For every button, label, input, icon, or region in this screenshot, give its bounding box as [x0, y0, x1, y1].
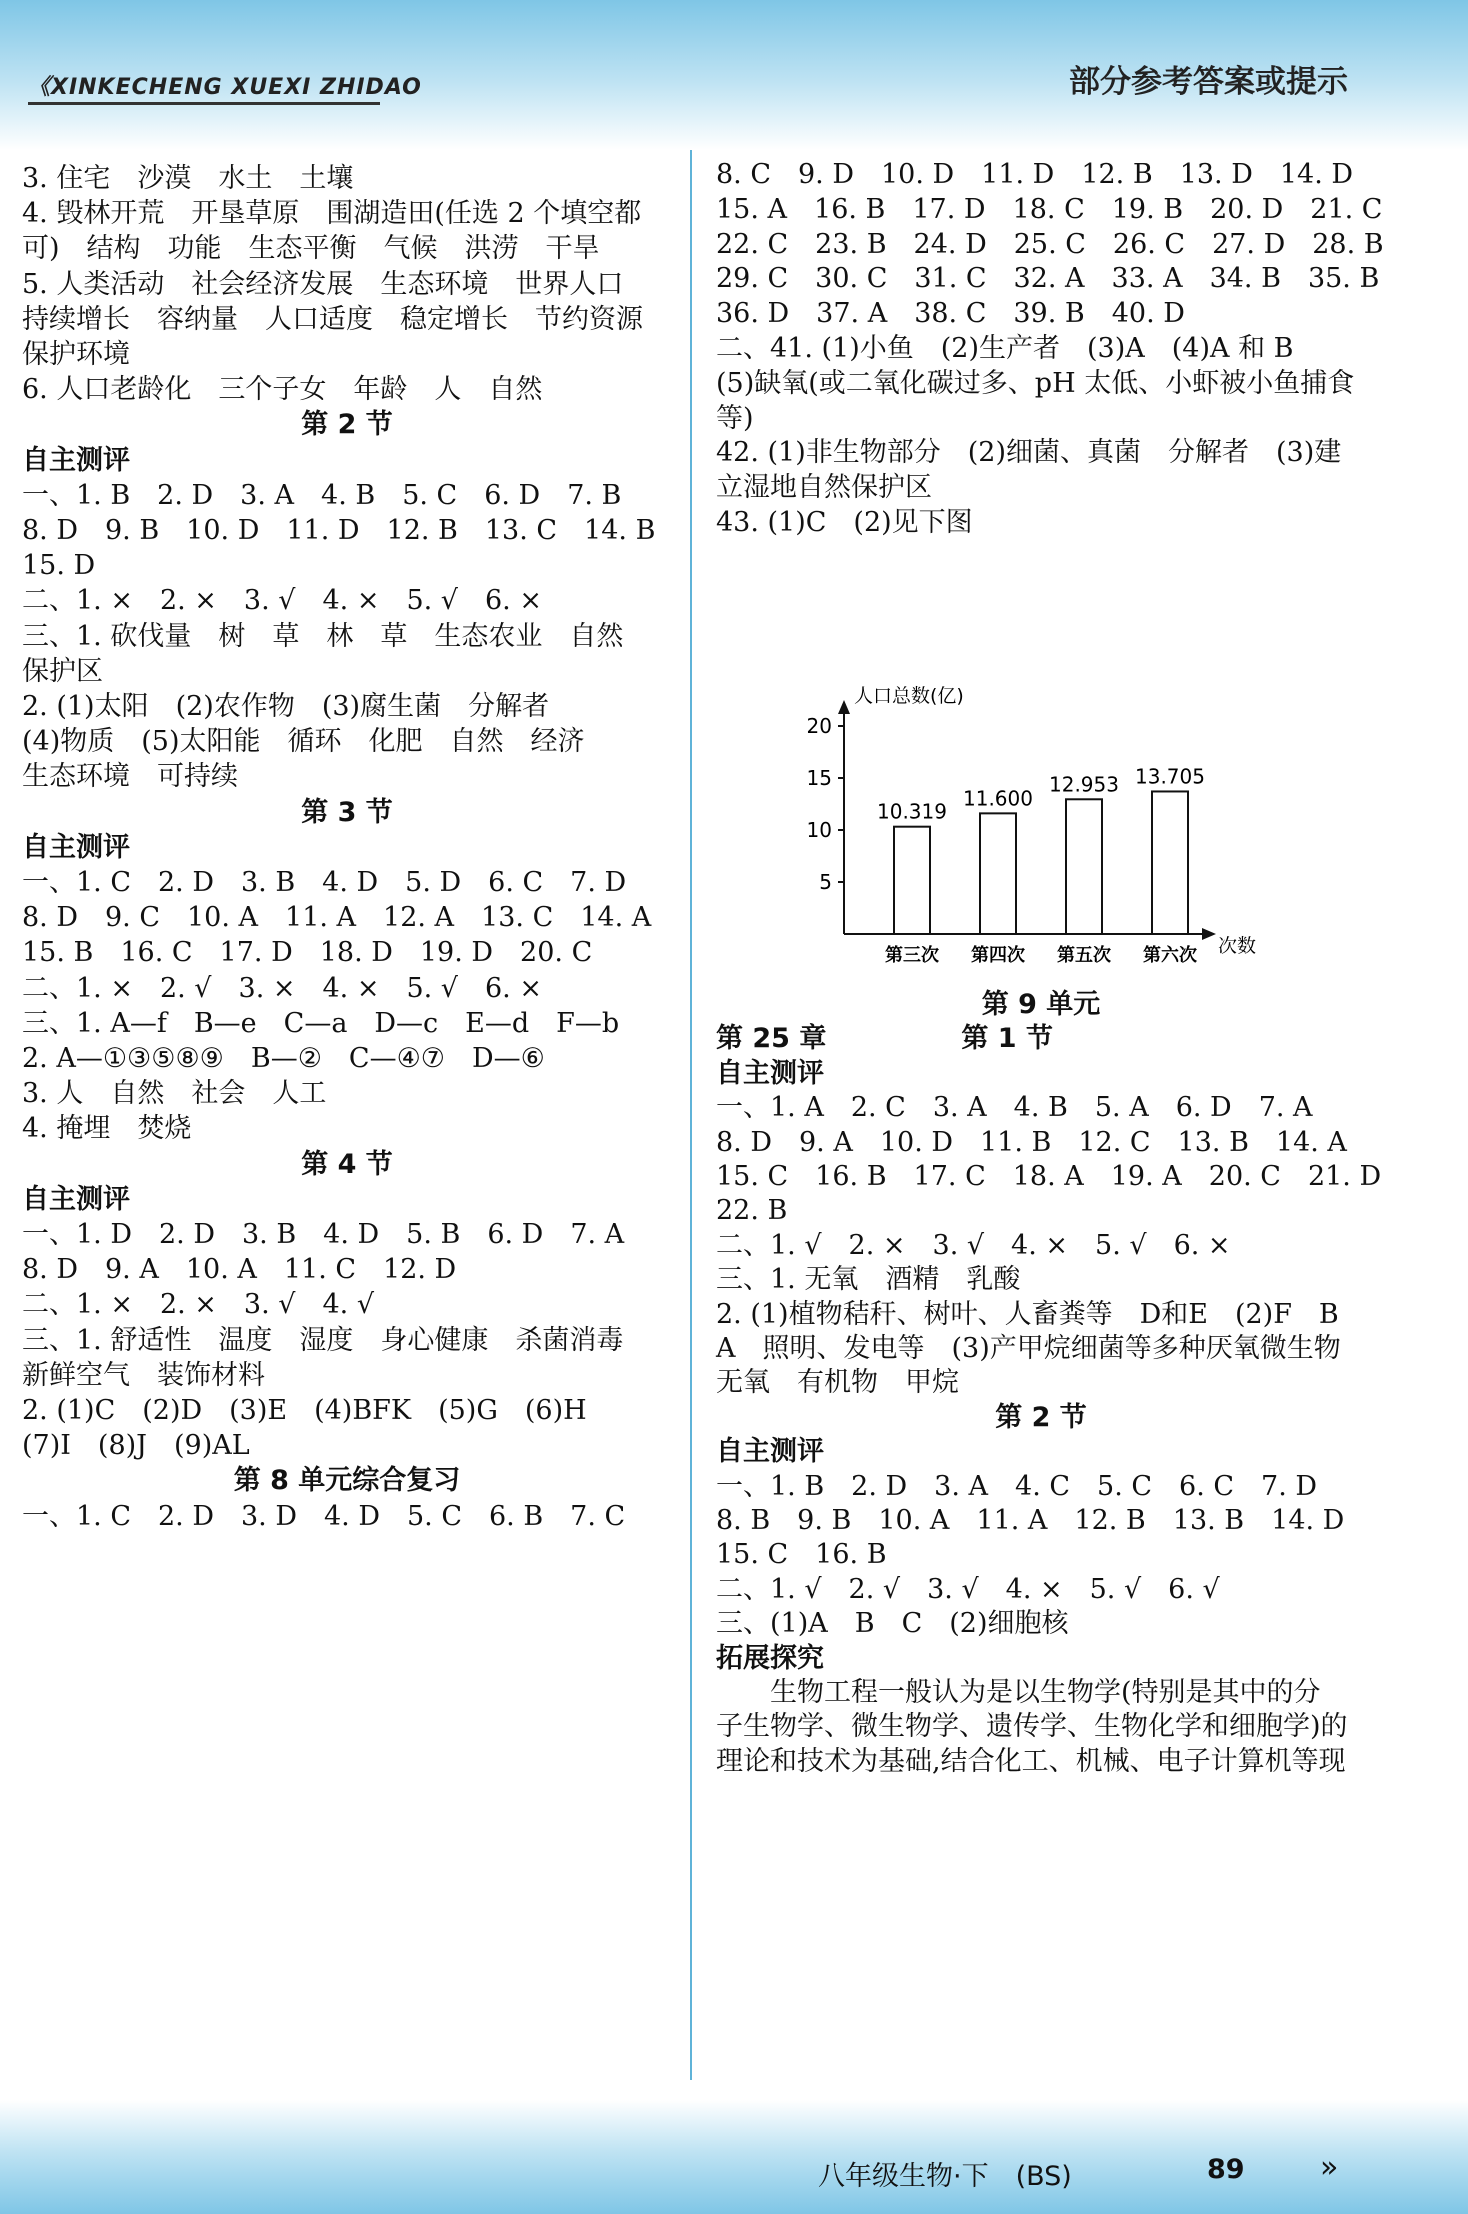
answer-line: 新鲜空气 装饰材料 — [22, 1359, 265, 1391]
answer-line: 生物工程一般认为是以生物学(特别是其中的分 — [716, 1677, 1321, 1708]
answer-line: 一、1. C 2. D 3. D 4. D 5. C 6. B 7. C — [22, 1500, 626, 1532]
column-divider — [690, 150, 692, 2080]
answer-line: 2. (1)太阳 (2)农作物 (3)腐生菌 分解者 — [22, 691, 550, 722]
chart-bar — [980, 813, 1016, 934]
answer-line: 6. 人口老龄化 三个子女 年龄 人 自然 — [22, 374, 543, 406]
answer-line: 36. D 37. A 38. C 39. B 40. D — [716, 298, 1185, 330]
answer-line: 二、1. × 2. √ 3. × 4. × 5. √ 6. × — [22, 972, 542, 1004]
answer-line: 无氧 有机物 甲烷 — [716, 1367, 959, 1399]
chart-category-label: 第五次 — [1057, 945, 1111, 966]
answer-line: 8. B 9. B 10. A 11. A 12. B 13. B 14. D — [716, 1505, 1345, 1536]
answer-line: 二、1. √ 2. √ 3. √ 4. × 5. √ 6. √ — [716, 1573, 1220, 1605]
chart-data-label: 10.319 — [877, 799, 947, 824]
footer-book-title: 八年级生物·下 (BS) — [818, 2161, 1072, 2192]
answer-line: 4. 毁林开荒 开垦草原 围湖造田(任选 2 个填空都 — [22, 198, 642, 230]
answer-line: 4. 掩埋 焚烧 — [22, 1113, 192, 1145]
section-heading: 第 8 单元综合复习 — [233, 1465, 461, 1497]
footer-band — [0, 2100, 1468, 2214]
answer-line: 持续增长 容纳量 人口适度 稳定增长 节约资源 — [22, 303, 643, 335]
section-heading: 第 2 节 — [301, 409, 393, 441]
chart-bar — [1066, 799, 1102, 934]
page-section-title: 部分参考答案或提示 — [1069, 64, 1348, 100]
answer-line: A 照明、发电等 (3)产甲烷细菌等多种厌氧微生物 — [716, 1333, 1341, 1364]
answer-line: 二、41. (1)小鱼 (2)生产者 (3)A (4)A 和 B — [716, 333, 1294, 364]
section-heading: 自主测评 — [22, 444, 130, 476]
answer-line: 2. (1)C (2)D (3)E (4)BFK (5)G (6)H — [22, 1395, 587, 1426]
chart-category-label: 第四次 — [971, 945, 1025, 966]
answer-line: 二、1. × 2. × 3. √ 4. √ — [22, 1289, 375, 1321]
series-title: 《XINKECHENG XUEXI ZHIDAO — [28, 75, 422, 100]
answer-line: 一、1. B 2. D 3. A 4. C 5. C 6. C 7. D — [716, 1470, 1318, 1502]
answer-line: 三、(1)A B C (2)细胞核 — [716, 1608, 1069, 1640]
section-heading: 自主测评 — [22, 831, 130, 863]
chart-y-tick-label: 5 — [819, 870, 832, 894]
chart-data-label: 11.600 — [963, 786, 1033, 811]
answer-line: 3. 人 自然 社会 人工 — [22, 1078, 327, 1110]
answer-line: 一、1. A 2. C 3. A 4. B 5. A 6. D 7. A — [716, 1092, 1313, 1124]
answer-line: 等) — [716, 402, 754, 434]
chart-data-label: 13.705 — [1135, 764, 1205, 789]
section-heading: 第 3 节 — [301, 796, 393, 828]
next-page-arrows-icon: » — [1320, 2150, 1339, 2185]
answer-line: 22. C 23. B 24. D 25. C 26. C 27. D 28. B — [716, 228, 1384, 260]
section-heading: 自主测评 — [22, 1183, 130, 1215]
answer-line: 8. D 9. B 10. D 11. D 12. B 13. C 14. B — [22, 515, 656, 546]
answer-line: 15. D — [22, 550, 96, 582]
answer-line: 子生物学、微生物学、遗传学、生物化学和细胞学)的 — [716, 1711, 1348, 1743]
population-bar-chart — [800, 678, 1260, 968]
answer-line: 三、1. 无氧 酒精 乳酸 — [716, 1264, 1021, 1296]
chart-y-tick-label: 20 — [806, 714, 832, 738]
answer-line: 二、1. × 2. × 3. √ 4. × 5. √ 6. × — [22, 585, 542, 617]
answer-line: 8. C 9. D 10. D 11. D 12. B 13. D 14. D — [716, 159, 1354, 190]
answer-line: 生态环境 可持续 — [22, 761, 238, 793]
chart-bar — [894, 827, 930, 934]
answer-line: 8. D 9. A 10. D 11. B 12. C 13. B 14. A — [716, 1126, 1347, 1158]
answer-line: 可) 结构 功能 生态平衡 气候 洪涝 干旱 — [22, 233, 600, 265]
chart-category-label: 第三次 — [885, 945, 939, 966]
chart-x-axis-label: 次数 — [1218, 935, 1257, 957]
answer-line: 8. D 9. C 10. A 11. A 12. A 13. C 14. A — [22, 902, 652, 934]
answer-line: 三、1. A—f B—e C—a D—c E—d F—b — [22, 1007, 620, 1039]
answer-line: 43. (1)C (2)见下图 — [716, 507, 973, 538]
answer-line: (4)物质 (5)太阳能 循环 化肥 自然 经济 — [22, 726, 585, 758]
answer-line: 理论和技术为基础,结合化工、机械、电子计算机等现 — [716, 1745, 1346, 1777]
answer-line: 15. C 16. B — [716, 1539, 887, 1571]
answer-line: 三、1. 砍伐量 树 草 林 草 生态农业 自然 — [22, 620, 624, 652]
answer-line: 保护环境 — [22, 339, 130, 370]
chart-y-axis-label: 人口总数(亿) — [854, 685, 964, 707]
answer-line: (7)I (8)J (9)AL — [22, 1430, 250, 1462]
answer-line: 2. (1)植物秸秆、树叶、人畜粪等 D和E (2)F B — [716, 1298, 1339, 1330]
chart-y-arrow — [838, 700, 850, 714]
chart-data-label: 12.953 — [1049, 772, 1119, 797]
section-heading: 自主测评 — [716, 1436, 824, 1468]
answer-line: 保护区 — [22, 655, 103, 687]
section-heading: 第 9 单元 — [981, 989, 1101, 1020]
section-heading: 第 25 章 第 1 节 — [716, 1023, 1053, 1055]
chart-category-label: 第六次 — [1143, 945, 1197, 966]
answer-line: 15. A 16. B 17. D 18. C 19. B 20. D 21. C — [716, 193, 1383, 225]
answer-line: 5. 人类活动 社会经济发展 生态环境 世界人口 — [22, 268, 624, 300]
header-rule — [28, 102, 380, 105]
section-heading: 自主测评 — [716, 1057, 824, 1089]
answer-line: 15. B 16. C 17. D 18. D 19. D 20. C — [22, 937, 593, 969]
answer-line: 二、1. √ 2. × 3. √ 4. × 5. √ 6. × — [716, 1229, 1231, 1261]
answer-line: 42. (1)非生物部分 (2)细菌、真菌 分解者 (3)建 — [716, 437, 1342, 469]
answer-line: 一、1. D 2. D 3. B 4. D 5. B 6. D 7. A — [22, 1219, 625, 1250]
answer-line: 3. 住宅 沙漠 水土 土壤 — [22, 163, 354, 194]
answer-line: 29. C 30. C 31. C 32. A 33. A 34. B 35. B — [716, 263, 1380, 295]
page-number: 89 — [1207, 2154, 1245, 2185]
answer-line: 立湿地自然保护区 — [716, 472, 932, 504]
section-heading: 拓展探究 — [716, 1642, 824, 1674]
chart-x-arrow — [1202, 928, 1216, 940]
chart-y-tick-label: 10 — [806, 818, 832, 842]
answer-line: 一、1. C 2. D 3. B 4. D 5. D 6. C 7. D — [22, 867, 627, 898]
answer-line: 三、1. 舒适性 温度 湿度 身心健康 杀菌消毒 — [22, 1324, 624, 1356]
answer-line: 8. D 9. A 10. A 11. C 12. D — [22, 1254, 457, 1286]
answer-line: 2. A—①③⑤⑧⑨ B—② C—④⑦ D—⑥ — [22, 1043, 545, 1074]
answer-line: 15. C 16. B 17. C 18. A 19. A 20. C 21. D — [716, 1161, 1382, 1192]
section-heading: 第 4 节 — [301, 1148, 393, 1180]
answer-line: (5)缺氧(或二氧化碳过多、pH 太低、小虾被小鱼捕食 — [716, 367, 1355, 399]
answer-line: 一、1. B 2. D 3. A 4. B 5. C 6. D 7. B — [22, 479, 622, 511]
answer-line: 22. B — [716, 1195, 788, 1227]
section-heading: 第 2 节 — [995, 1401, 1087, 1433]
chart-y-tick-label: 15 — [806, 766, 832, 790]
chart-bar — [1152, 791, 1188, 934]
